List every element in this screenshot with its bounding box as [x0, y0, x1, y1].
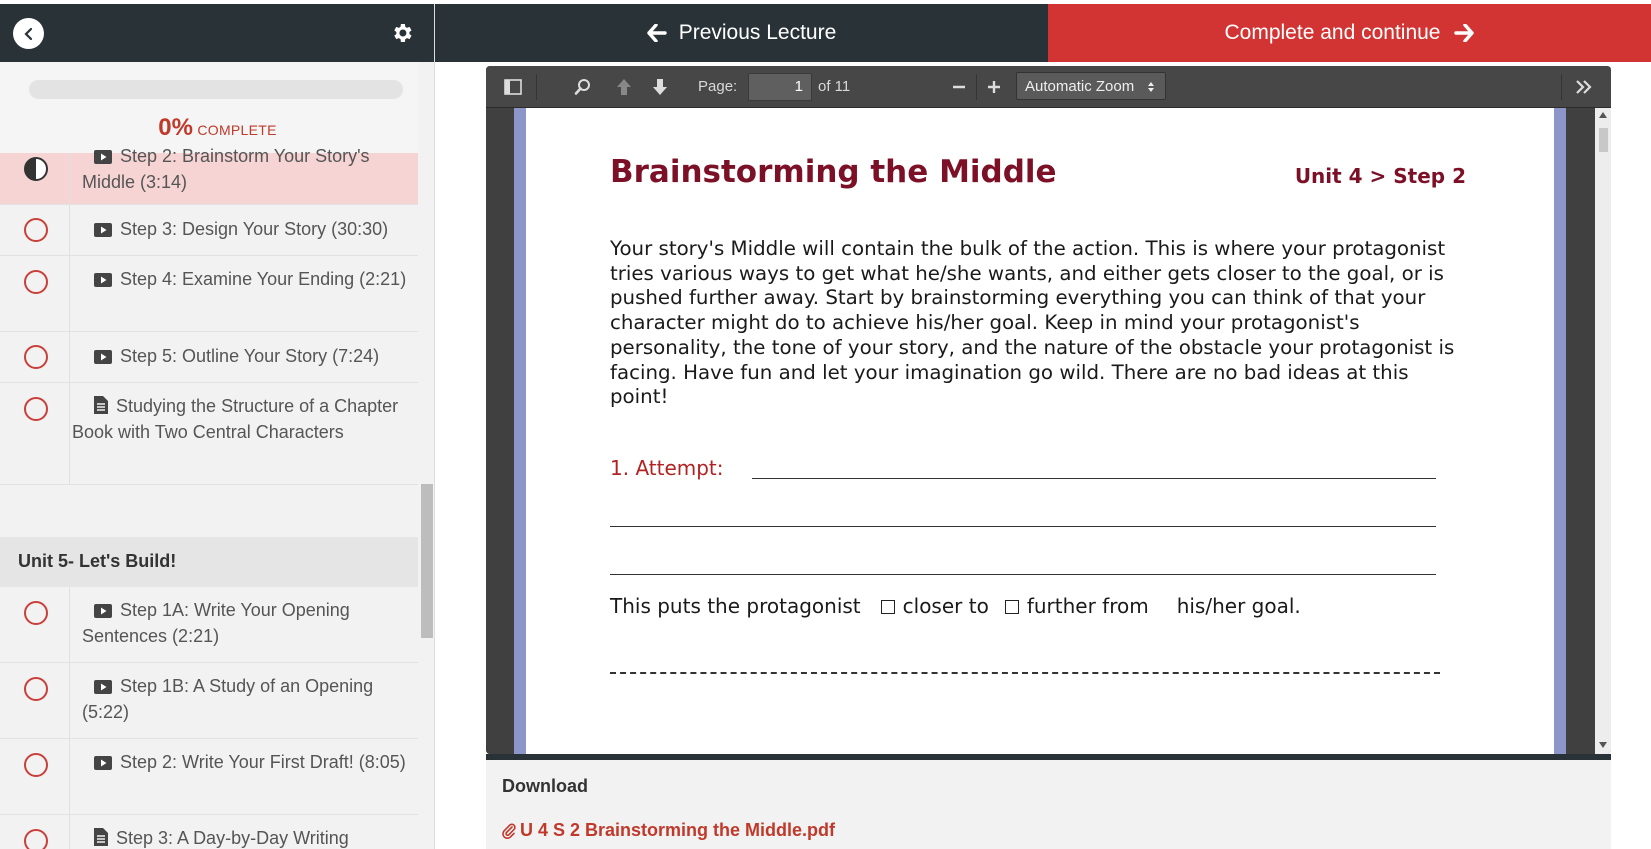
- lesson-label: Step 2: Write Your First Draft! (8:05): [120, 752, 406, 772]
- pdf-document-area[interactable]: [486, 108, 1595, 754]
- document-icon: [94, 396, 108, 414]
- chevron-left-icon: [22, 27, 36, 41]
- previous-page-button[interactable]: [613, 76, 635, 98]
- arrow-down-icon: [651, 78, 669, 96]
- progress-percent: 0%: [158, 114, 193, 141]
- lesson-item[interactable]: [0, 383, 418, 485]
- previous-lecture-button[interactable]: [435, 4, 1048, 62]
- lesson-item[interactable]: [0, 739, 418, 815]
- previous-lecture-label: Previous Lecture: [678, 21, 837, 44]
- next-page-button[interactable]: [649, 76, 671, 98]
- sidebar-toggle-button[interactable]: [502, 76, 524, 98]
- lesson-item-active[interactable]: [0, 146, 418, 205]
- lesson-label: Step 2: Brainstorm Your Story's Middle (3:14): [82, 146, 370, 192]
- incomplete-circle-icon: [24, 753, 48, 777]
- document-title: Brainstorming the Middle: [610, 154, 1057, 190]
- incomplete-circle-icon: [24, 677, 48, 701]
- puts-suffix: his/her goal.: [1176, 594, 1301, 618]
- scroll-up-arrow-icon: [1599, 112, 1607, 118]
- progress-label: COMPLETE: [197, 122, 277, 138]
- pdf-toolbar: [486, 66, 1611, 108]
- pdf-page: [514, 108, 1566, 754]
- video-icon: [94, 680, 112, 694]
- page-label: Page:: [698, 78, 738, 95]
- lesson-label: Studying the Structure of a Chapter Book with Two Central Characters: [72, 396, 399, 442]
- gear-icon[interactable]: [390, 21, 414, 45]
- sidebar-toggle-icon: [504, 79, 522, 95]
- pdf-scrollbar-thumb[interactable]: [1599, 128, 1608, 152]
- sidebar-scrollbar-thumb[interactable]: [421, 484, 433, 638]
- document-body-text: Your story's Middle will contain the bulk of the action. This is where your protagonist tries various ways to get what he/she wants, and either gets closer to the goal, or is pushed further away. Start by brainstorming everything you can think of that your character might do to achieve his/her goal. Keep in mind your protagonist's personality, the tone of your story, and the nature of the obstacle your protagonist is facing. Have fun and let your imagination go wild. There are no bad ideas at this point!: [610, 237, 1455, 409]
- zoom-out-button[interactable]: [948, 76, 970, 98]
- lesson-label: Step 5: Outline Your Story (7:24): [120, 346, 380, 366]
- arrow-up-icon: [615, 78, 633, 96]
- page-number-input[interactable]: 1: [748, 73, 812, 101]
- download-section: [486, 754, 1611, 849]
- arrow-left-icon: [647, 24, 667, 42]
- incomplete-circle-icon: [24, 218, 48, 242]
- zoom-in-button[interactable]: [983, 76, 1005, 98]
- lesson-label: Step 3: Design Your Story (30:30): [120, 219, 389, 239]
- incomplete-circle-icon: [24, 270, 48, 294]
- lesson-item[interactable]: [0, 205, 418, 256]
- puts-prefix: This puts the protagonist: [610, 594, 861, 618]
- find-button[interactable]: [572, 76, 594, 98]
- document-icon: [94, 828, 108, 846]
- option-further: further from: [1026, 594, 1149, 618]
- scroll-down-arrow-icon: [1599, 742, 1607, 748]
- video-icon: [94, 150, 112, 164]
- zoom-select[interactable]: [1016, 72, 1166, 100]
- attempt-label: 1. Attempt:: [610, 456, 724, 480]
- incomplete-circle-icon: [24, 345, 48, 369]
- answer-line: [610, 526, 1436, 527]
- plus-icon: [987, 80, 1001, 94]
- paperclip-icon: [502, 823, 516, 839]
- document-unit-step: Unit 4 > Step 2: [1294, 164, 1466, 188]
- checkbox-further: [1005, 600, 1019, 614]
- video-icon: [94, 273, 112, 287]
- page-count: of 11: [818, 78, 851, 95]
- checkbox-closer: [881, 600, 895, 614]
- course-sidebar: [0, 4, 435, 849]
- answer-line: [610, 574, 1436, 575]
- sidebar-header: [0, 4, 435, 62]
- lesson-item[interactable]: [0, 256, 418, 332]
- search-icon: [574, 78, 592, 96]
- select-arrows-icon: [1147, 81, 1155, 93]
- double-chevron-right-icon: [1575, 79, 1593, 95]
- half-complete-icon: [24, 157, 48, 181]
- lesson-item[interactable]: [0, 663, 418, 739]
- video-icon: [94, 756, 112, 770]
- lesson-label: Step 1A: Write Your Opening Sentences (2:21): [82, 600, 350, 646]
- video-icon: [94, 604, 112, 618]
- incomplete-circle-icon: [24, 829, 48, 849]
- minus-icon: [952, 80, 966, 94]
- unit-header[interactable]: Unit 5- Let's Build!: [0, 537, 418, 587]
- complete-continue-label: Complete and continue: [1224, 21, 1441, 44]
- zoom-value: Automatic Zoom: [1025, 78, 1135, 95]
- incomplete-circle-icon: [24, 601, 48, 625]
- option-closer: closer to: [902, 594, 989, 618]
- pdf-scrollbar[interactable]: [1595, 108, 1611, 754]
- lesson-item[interactable]: [0, 332, 418, 383]
- download-file-link[interactable]: [502, 820, 835, 841]
- lesson-item[interactable]: [0, 587, 418, 663]
- lesson-label: Step 4: Examine Your Ending (2:21): [120, 269, 407, 289]
- lesson-label: Step 1B: A Study of an Opening (5:22): [82, 676, 374, 722]
- download-file-name: U 4 S 2 Brainstorming the Middle.pdf: [520, 820, 836, 840]
- progress-text: [0, 114, 435, 142]
- back-button[interactable]: [13, 18, 44, 49]
- dashed-divider: [610, 672, 1440, 674]
- arrow-right-icon: [1454, 24, 1474, 42]
- download-title: Download: [502, 776, 588, 796]
- incomplete-circle-icon: [24, 397, 48, 421]
- protagonist-sentence: [610, 594, 1301, 618]
- pdf-viewer: [486, 66, 1611, 754]
- progress-bar: [29, 80, 403, 99]
- lesson-label: Step 3: A Day-by-Day Writing: [116, 828, 349, 848]
- video-icon: [94, 223, 112, 237]
- video-icon: [94, 350, 112, 364]
- complete-continue-button[interactable]: [1048, 4, 1651, 62]
- tools-button[interactable]: [1573, 76, 1595, 98]
- lesson-item[interactable]: [0, 815, 418, 849]
- attempt-line: [752, 478, 1436, 479]
